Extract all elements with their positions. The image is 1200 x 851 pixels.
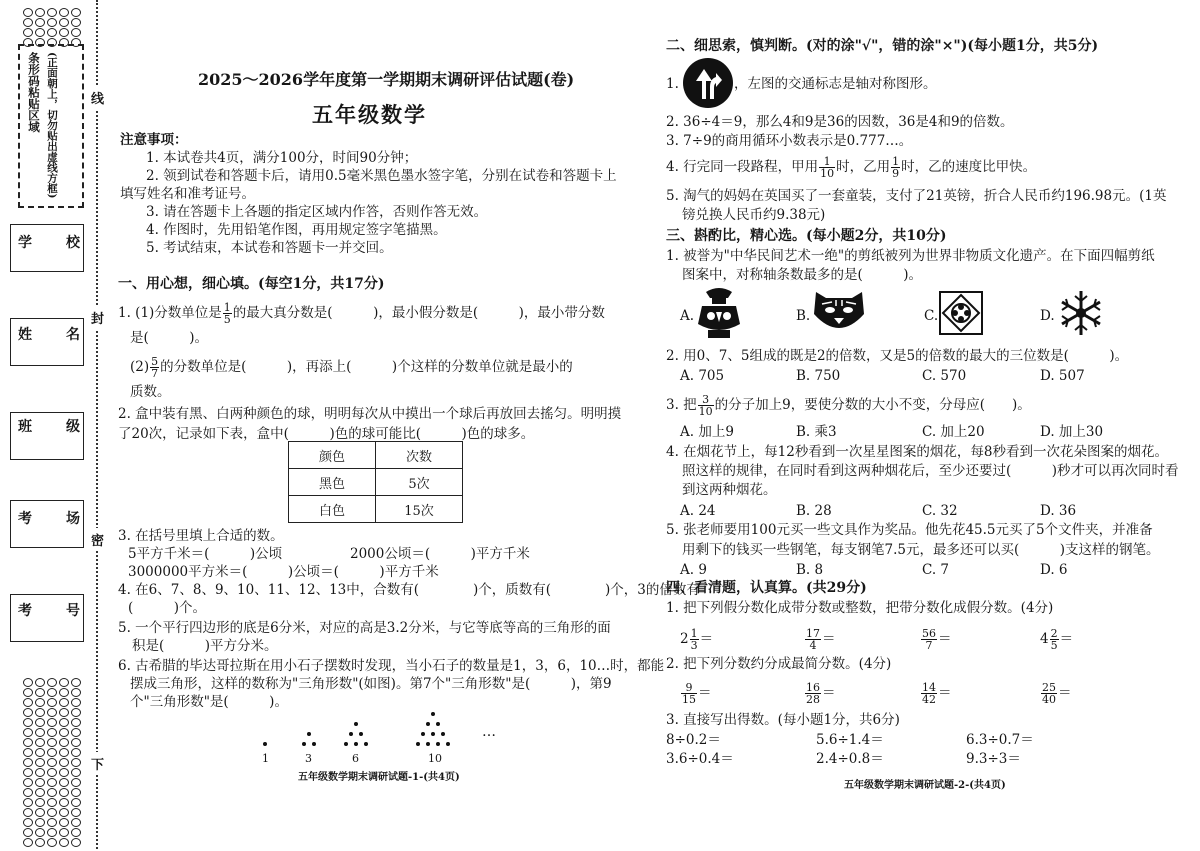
fraction: $\frac{25}{40}$ <box>1042 681 1056 706</box>
notice-1: 1. 本试卷共4页，满分100分，时间90分钟； <box>146 150 418 166</box>
seal-mark-mi: 密 <box>91 528 104 551</box>
question-1-2-cont: 质数。 <box>130 384 171 400</box>
choice-4: 4. 在烟花节上，每12秒看到一次星星图案的烟花，每8秒看到一次花朵图案的烟花。 <box>666 444 1168 460</box>
triangle-ellipsis: … <box>482 724 496 740</box>
calc-1-item-3: $\frac{56}{7}$ ＝ <box>922 627 952 652</box>
barcode-label: 条形码粘贴区域 <box>27 52 41 133</box>
choice-2-option-b[interactable]: B. 750 <box>796 368 841 384</box>
choice-4-cont2: 到这两种烟花。 <box>682 482 777 498</box>
stone-dot <box>302 742 306 746</box>
papercut-tiger-icon <box>812 284 866 340</box>
triangle-label-1: 1 <box>262 752 269 765</box>
stone-dot <box>312 742 316 746</box>
seal-mark-xian: 线 <box>91 86 104 109</box>
judge-4-text: 时，乙的速度比甲快。 <box>901 159 1037 175</box>
question-3-b: 2000公顷＝( )平方千米 <box>350 546 530 562</box>
exam-title: 2025～2026学年度第一学期期末调研评估试题(卷) <box>198 70 575 89</box>
question-4: 4. 在6、7、8、9、10、11、12、13中，合数有( )个，质数有( )个，3的倍数有 <box>118 582 700 598</box>
ball-tally-table <box>288 441 463 523</box>
fraction: $\frac{17}{4}$ <box>806 627 820 652</box>
section-4-heading: 四、看清题，认真算。(共29分) <box>666 580 867 596</box>
stone-dot <box>263 742 267 746</box>
choice-1-option-c[interactable]: C. <box>924 308 939 324</box>
judge-4 <box>666 156 1036 179</box>
exam-page-2 <box>600 0 1200 849</box>
q1-2-prefix: (2) <box>130 359 150 375</box>
table-cell: 15次 <box>376 496 463 523</box>
choice-3-option-d[interactable]: D. 加上30 <box>1040 424 1104 440</box>
punch-hole <box>23 838 33 847</box>
punch-hole <box>35 838 45 847</box>
calc-1-item-4: 4 $\frac{2}{5}$ ＝ <box>1040 627 1074 652</box>
exam-number-label: 考号 <box>18 603 80 619</box>
traffic-sign-icon <box>682 57 734 109</box>
stone-dot <box>446 742 450 746</box>
fraction: $\frac{1}{5}$ <box>223 301 231 326</box>
school-label: 学校 <box>18 235 80 251</box>
section-2-heading: 二、细思索，慎判断。(对的涂"√"，错的涂"×")(每小题1分，共5分) <box>666 38 1099 54</box>
stone-dot <box>421 732 425 736</box>
punch-hole <box>71 838 81 847</box>
exam-room-label: 考场 <box>18 511 80 527</box>
table-row <box>289 496 463 523</box>
punch-holes-bottom <box>22 672 84 842</box>
choice-3-text: 的分子加上9，要使分数的大小不变，分母应( )。 <box>714 397 1031 413</box>
fraction: $\frac{56}{7}$ <box>922 627 936 652</box>
choice-4-option-c[interactable]: C. 32 <box>922 503 958 519</box>
triangle-label-3: 3 <box>305 752 312 765</box>
calc-2-item-3: $\frac{14}{42}$ ＝ <box>922 681 952 706</box>
table-cell: 5次 <box>376 469 463 496</box>
section-1-heading: 一、用心想，细心填。(每空1分，共17分) <box>118 276 385 292</box>
calc-2: 2. 把下列分数约分成最简分数。(4分) <box>666 656 892 672</box>
fraction: $\frac{9}{15}$ <box>682 681 696 706</box>
question-1-1-cont: 是( )。 <box>130 330 209 346</box>
choice-2-option-d[interactable]: D. 507 <box>1040 368 1085 384</box>
stone-dot <box>426 722 430 726</box>
question-4-cont: ( )个。 <box>128 600 207 616</box>
stone-dot <box>436 742 440 746</box>
table-header: 次数 <box>376 442 463 469</box>
barcode-hint: (正面朝上，切勿贴出虚线方框) <box>46 52 58 199</box>
notice-4: 4. 作图时，先用铅笔作图，再用规定签字笔描黑。 <box>146 222 447 238</box>
question-5-cont: 积是( )平方分米。 <box>132 638 278 654</box>
choice-5-option-c[interactable]: C. 7 <box>922 562 950 578</box>
binding-strip <box>0 0 110 849</box>
choice-2-option-c[interactable]: C. 570 <box>922 368 967 384</box>
choice-1-option-d[interactable]: D. <box>1040 308 1055 324</box>
question-3: 3. 在括号里填上合适的数。 <box>118 528 284 544</box>
choice-5-option-a[interactable]: A. 9 <box>680 562 707 578</box>
punch-holes-top <box>22 2 84 42</box>
section-3-heading: 三、斟酌比，精心选。(每小题2分，共10分) <box>666 228 947 244</box>
question-2: 2. 盒中装有黑、白两种颜色的球，明明每次从中摸出一个球后再放回去搖匀。明明摸 <box>118 406 622 422</box>
choice-1-option-a[interactable]: A. <box>680 308 695 324</box>
judge-4-prefix: 4. 行完同一段路程，甲用 <box>666 159 819 175</box>
papercut-vase-icon <box>696 284 742 340</box>
choice-5-option-b[interactable]: B. 8 <box>796 562 824 578</box>
q1-1-text: 的最大真分数是( )，最小假分数是( )，最小带分数 <box>232 305 605 321</box>
choice-4-option-b[interactable]: B. 28 <box>796 503 832 519</box>
choice-3-option-c[interactable]: C. 加上20 <box>922 424 985 440</box>
papercut-snowflake-icon <box>1056 288 1106 338</box>
calc-3-item-1: 8÷0.2＝ <box>666 732 721 748</box>
notice-heading: 注意事项： <box>120 132 188 148</box>
judge-1-number: 1. <box>666 76 679 92</box>
choice-5-cont: 用剩下的钱买一些钢笔，每支钢笔7.5元，最多还可以买( )支这样的钢笔。 <box>682 542 1160 558</box>
choice-3-prefix: 3. 把 <box>666 397 697 413</box>
choice-4-cont: 照这样的规律，在同时看到这两种烟花后，至少还要过( )秒才可以再次同时看 <box>682 463 1179 479</box>
fraction: $\frac{2}{5}$ <box>1050 627 1058 652</box>
stone-dot <box>431 732 435 736</box>
judge-4-mid: 时，乙用 <box>836 159 891 175</box>
punch-hole <box>59 838 69 847</box>
q1-1-prefix: 1. (1)分数单位是 <box>118 305 222 321</box>
name-label: 姓名 <box>18 327 80 343</box>
judge-1-text: ，左图的交通标志是轴对称图形。 <box>734 76 937 92</box>
table-cell: 黑色 <box>289 469 376 496</box>
class-label: 班级 <box>18 419 80 435</box>
calc-2-item-2: $\frac{16}{28}$ ＝ <box>806 681 836 706</box>
table-header: 颜色 <box>289 442 376 469</box>
notice-5: 5. 考试结束，本试卷和答题卡一并交回。 <box>146 240 393 256</box>
stone-dot <box>416 742 420 746</box>
question-5: 5. 一个平行四边形的底是6分米，对应的高是3.2分米，与它等底等高的三角形的面 <box>118 620 611 636</box>
choice-1-option-b[interactable]: B. <box>796 308 811 324</box>
choice-1-cont: 图案中，对称轴条数最多的是( )。 <box>682 267 923 283</box>
notice-2-cont: 填写姓名和准考证号。 <box>120 186 255 202</box>
fraction: $\frac{5}{7}$ <box>151 355 159 380</box>
choice-3 <box>666 394 1031 417</box>
choice-2: 2. 用0、7、5组成的既是2的倍数，又是5的倍数的最大的三位数是( )。 <box>666 348 1129 364</box>
stone-dot <box>359 732 363 736</box>
stone-dot <box>426 742 430 746</box>
calc-3-item-3: 6.3÷0.7＝ <box>966 732 1034 748</box>
stone-dot <box>436 722 440 726</box>
calc-3-item-6: 9.3÷3＝ <box>966 751 1021 767</box>
q1-2-text: 的分数单位是( )，再添上( )个这样的分数单位就是最小的 <box>160 359 573 375</box>
stone-dot <box>349 732 353 736</box>
fraction: $\frac{1}{10}$ <box>820 155 835 180</box>
fraction: $\frac{1}{9}$ <box>892 155 900 180</box>
calc-2-item-1: $\frac{9}{15}$ ＝ <box>682 681 712 706</box>
judge-3: 3. 7÷9的商用循环小数表示是0.777…。 <box>666 133 913 149</box>
stone-dot <box>354 742 358 746</box>
fraction: $\frac{14}{42}$ <box>922 681 936 706</box>
triangle-label-10: 10 <box>428 752 442 765</box>
fraction: $\frac{16}{28}$ <box>806 681 820 706</box>
question-1-2 <box>130 356 573 379</box>
choice-2-option-a[interactable]: A. 705 <box>680 368 725 384</box>
stone-dot <box>364 742 368 746</box>
choice-5: 5. 张老师要用100元买一些文具作为奖品。他先花45.5元买了5个文件夹，并准备 <box>666 522 1153 538</box>
fraction: $\frac{3}{10}$ <box>698 393 713 418</box>
judge-5: 5. 淘气的妈妈在英国买了一套童装，支付了21英镑，折合人民币约196.98元。(1英 <box>666 188 1167 204</box>
choice-1: 1. 被誉为"中华民间艺术一绝"的剪纸被列为世界非物质文化遗产。在下面四幅剪纸 <box>666 248 1155 264</box>
judge-5-cont: 镑兑换人民币约9.38元) <box>682 207 826 223</box>
question-6-cont2: 个"三角形数"是( )。 <box>130 694 288 710</box>
question-6: 6. 古希腊的毕达哥拉斯在用小石子摆数时发现，当小石子的数量是1，3，6，10…时，都能 <box>118 658 665 674</box>
seal-mark-xia: 下 <box>91 752 104 775</box>
table-header-row <box>289 442 463 469</box>
choice-4-option-d[interactable]: D. 36 <box>1040 503 1077 519</box>
calc-1-item-2: $\frac{17}{4}$ ＝ <box>806 627 836 652</box>
notice-3: 3. 请在答题卡上各题的指定区域内作答，否则作答无效。 <box>146 204 488 220</box>
question-3-a: 5平方千米＝( )公顷 <box>128 546 283 562</box>
seal-mark-feng: 封 <box>91 306 104 329</box>
judge-2: 2. 36÷4＝9，那么4和9是36的因数，36是4和9的倍数。 <box>666 114 1014 130</box>
subject-title: 五年级数学 <box>312 102 427 127</box>
question-1-1 <box>118 302 605 325</box>
table-row <box>289 469 463 496</box>
stone-dot <box>441 732 445 736</box>
question-2-cont: 了20次，记录如下表，盒中( )色的球可能比( )色的球多。 <box>118 426 535 442</box>
table-cell: 白色 <box>289 496 376 523</box>
question-6-cont: 摆成三角形，这样的数称为"三角形数"(如图)。第7个"三角形数"是( )，第9 <box>130 676 612 692</box>
calc-3: 3. 直接写出得数。(每小题1分，共6分) <box>666 712 900 728</box>
choice-4-option-a[interactable]: A. 24 <box>680 503 716 519</box>
stone-dot <box>354 722 358 726</box>
stone-dot <box>344 742 348 746</box>
choice-3-option-b[interactable]: B. 乘3 <box>796 424 837 440</box>
calc-2-item-4: $\frac{25}{40}$ ＝ <box>1042 681 1072 706</box>
calc-1-item-1: 2 $\frac{1}{3}$ ＝ <box>680 627 714 652</box>
calc-3-item-4: 3.6÷0.4＝ <box>666 751 734 767</box>
choice-5-option-d[interactable]: D. 6 <box>1040 562 1068 578</box>
calc-3-item-2: 5.6÷1.4＝ <box>816 732 884 748</box>
choice-3-option-a[interactable]: A. 加上9 <box>680 424 734 440</box>
fraction: $\frac{1}{3}$ <box>690 627 698 652</box>
seal-cut-line <box>96 0 98 849</box>
question-3-c: 3000000平方米＝( )公顷＝( )平方千米 <box>128 564 439 580</box>
stone-dot <box>431 712 435 716</box>
stone-dot <box>307 732 311 736</box>
papercut-square-icon <box>938 290 984 336</box>
punch-hole <box>47 838 57 847</box>
calc-1: 1. 把下列假分数化成带分数或整数，把带分数化成假分数。(4分) <box>666 600 1054 616</box>
page-footer-1: 五年级数学期末调研试题-1-(共4页) <box>298 772 460 783</box>
page-footer-2: 五年级数学期末调研试题-2-(共4页) <box>844 780 1006 791</box>
calc-3-item-5: 2.4÷0.8＝ <box>816 751 884 767</box>
notice-2: 2. 领到试卷和答题卡后，请用0.5毫米黑色墨水签字笔，分别在试卷和答题卡上 <box>146 168 617 184</box>
triangle-label-6: 6 <box>352 752 359 765</box>
